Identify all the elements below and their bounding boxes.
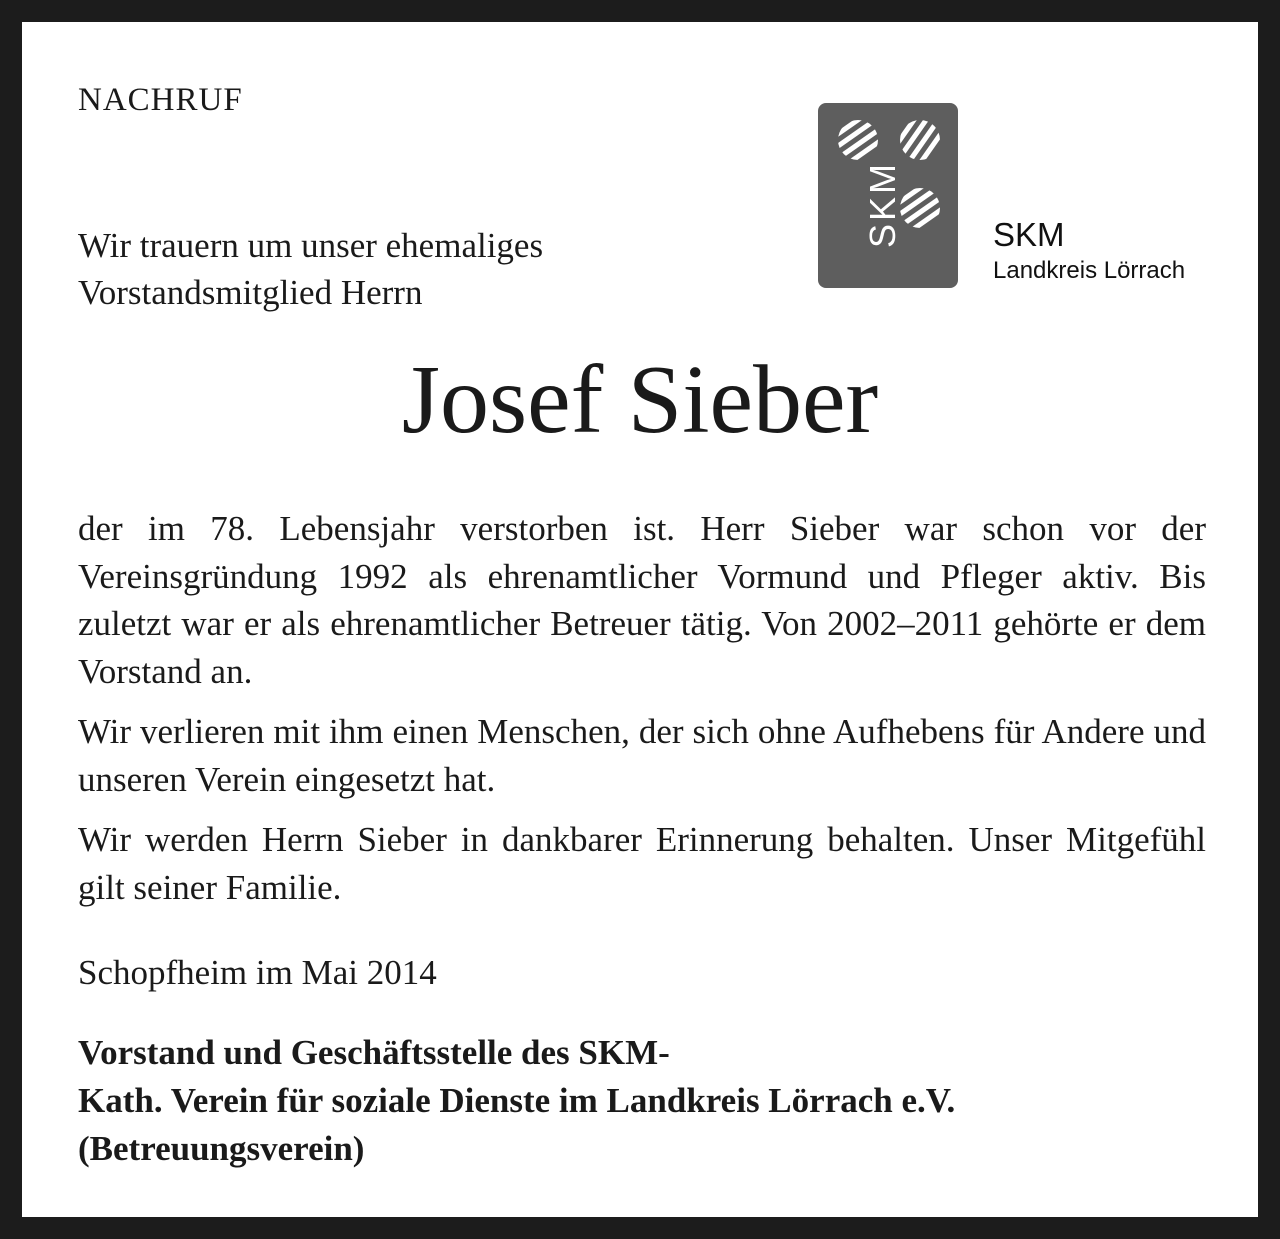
notice-intro [78, 222, 543, 316]
body-paragraph-3: Wir werden Herrn Sieber in dankbarer Erinnerung behalten. Unser Mitgefühl gilt seiner Familie. [78, 820, 1206, 907]
deceased-name: Josef Sieber [401, 346, 879, 454]
logo-subtitle: Landkreis Lörrach [993, 257, 1186, 284]
signature-line-1: Vorstand und Geschäftsstelle des SKM- [78, 1033, 670, 1072]
intro-line-2: Vorstandsmitglied Herrn [78, 273, 423, 312]
intro-line-1: Wir trauern um unser ehemaliges [78, 226, 544, 265]
notice-body [78, 505, 1206, 924]
signature-line-2: Kath. Verein für soziale Dienste im Landkreis Lörrach e.V. [78, 1081, 956, 1120]
place-date: Schopfheim im Mai 2014 [78, 953, 437, 992]
logo-mark-text: SKM [862, 160, 903, 248]
body-paragraph-1: der im 78. Lebensjahr verstorben ist. Herr Sieber war schon vor der Vereinsgründung 1992 als ehrenamtlicher Vormund und Pfleger aktiv. Bis zuletzt war er als ehrenamtlicher Betreuer tätig. Von 2002–2011 gehörte er dem Vorstand an. [78, 509, 1206, 691]
body-paragraph-2: Wir verlieren mit ihm einen Menschen, der sich ohne Aufhebens für Andere und unseren Verein eingesetzt hat. [78, 712, 1206, 799]
notice-heading: NACHRUF [78, 82, 243, 118]
logo-name: SKM [993, 216, 1065, 253]
signature-line-3: (Betreuungsverein) [78, 1129, 365, 1168]
signature-block [78, 1029, 955, 1173]
